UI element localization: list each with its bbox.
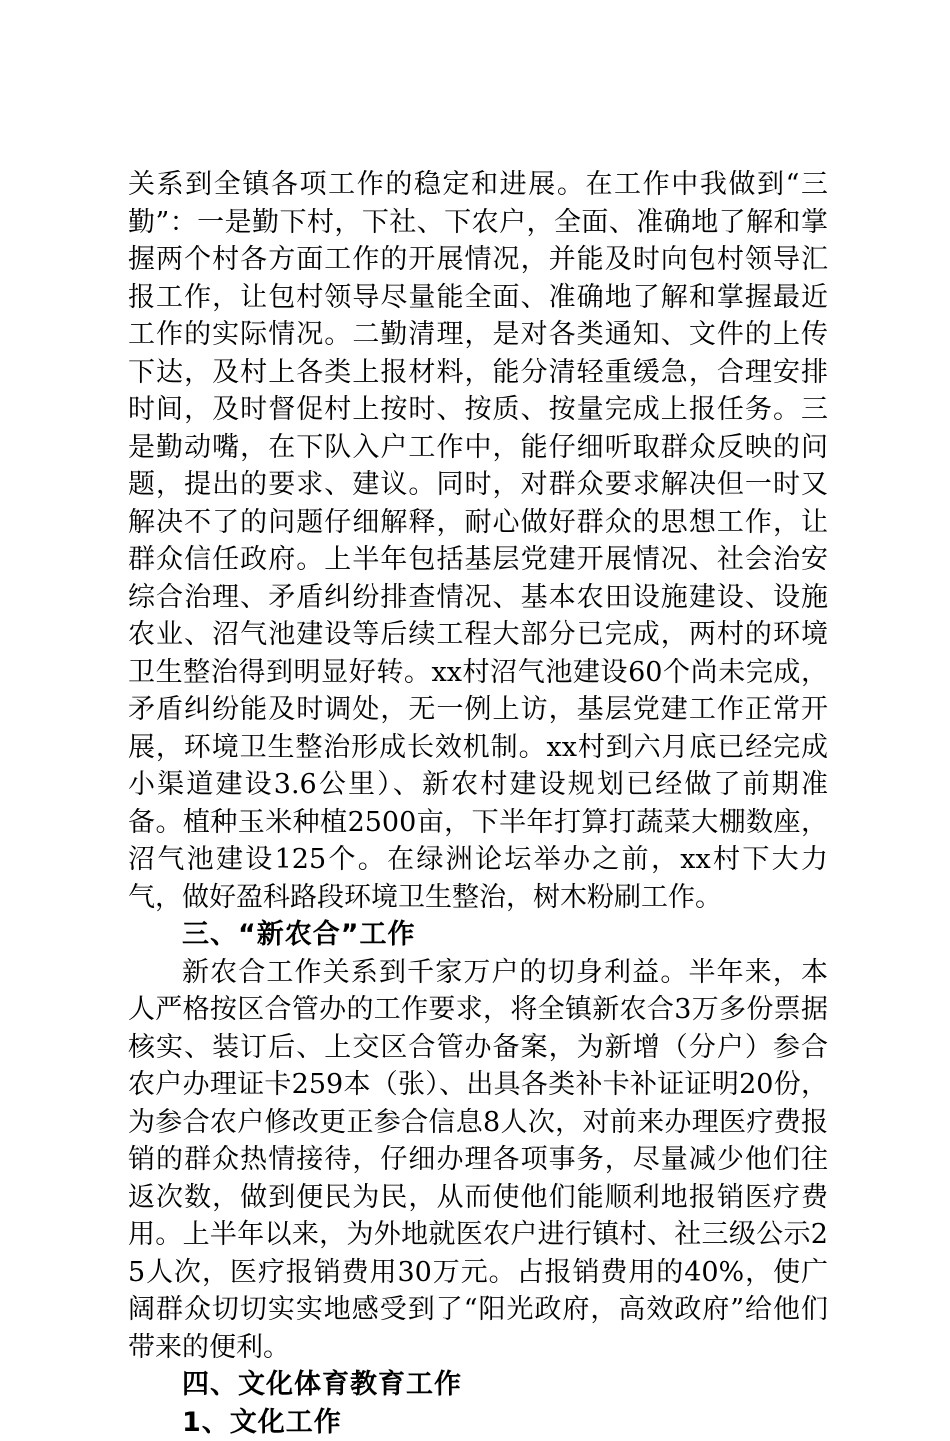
section-heading-3: 三、“新农合”工作 xyxy=(128,916,828,954)
body-paragraph-2: 新农合工作关系到千家万户的切身利益。半年来，本人严格按区合管办的工作要求，将全镇新农合3万多份票据核实、装订后、上交区合管办备案，为新增（分户）参合农户办理证卡259本（张）、出具各类补卡补证证明20份，为参合农户修改更正参合信息8人次，对前来办理医疗费报销的群众热情接待，仔细办理各项事务，尽量减少他们往返次数，做到便民为民，从而使他们能顺利地报销医疗费用。上半年以来，为外地就医农户进行镇村、社三级公示25人次，医疗报销费用30万元。占报销费用的40%，使广阔群众切切实实地感受到了“阳光政府，高效政府”给他们带来的便利。 xyxy=(128,954,828,1367)
subsection-heading-4-1: 1、文化工作 xyxy=(128,1404,828,1441)
document-body xyxy=(128,166,828,1441)
body-paragraph-1: 关系到全镇各项工作的稳定和进展。在工作中我做到“三勤”：一是勤下村，下社、下农户，全面、准确地了解和掌握两个村各方面工作的开展情况，并能及时向包村领导汇报工作，让包村领导尽量能全面、准确地了解和掌握最近工作的实际情况。二勤清理，是对各类通知、文件的上传下达，及村上各类上报材料，能分清轻重缓急，合理安排时间，及时督促村上按时、按质、按量完成上报任务。三是勤动嘴，在下队入户工作中，能仔细听取群众反映的问题，提出的要求、建议。同时，对群众要求解决但一时又解决不了的问题仔细解释，耐心做好群众的思想工作，让群众信任政府。上半年包括基层党建开展情况、社会治安综合治理、矛盾纠纷排查情况、基本农田设施建设、设施农业、沼气池建设等后续工程大部分已完成，两村的环境卫生整治得到明显好转。xx村沼气池建设60个尚未完成，矛盾纠纷能及时调处，无一例上访，基层党建工作正常开展，环境卫生整治形成长效机制。xx村到六月底已经完成小渠道建设3.6公里）、新农村建设规划已经做了前期准备。植种玉米种植2500亩，下半年打算打蔬菜大棚数座，沼气池建设125个。在绿洲论坛举办之前，xx村下大力气，做好盈科路段环境卫生整治，树木粉刷工作。 xyxy=(128,166,828,916)
section-heading-4: 四、文化体育教育工作 xyxy=(128,1366,828,1404)
